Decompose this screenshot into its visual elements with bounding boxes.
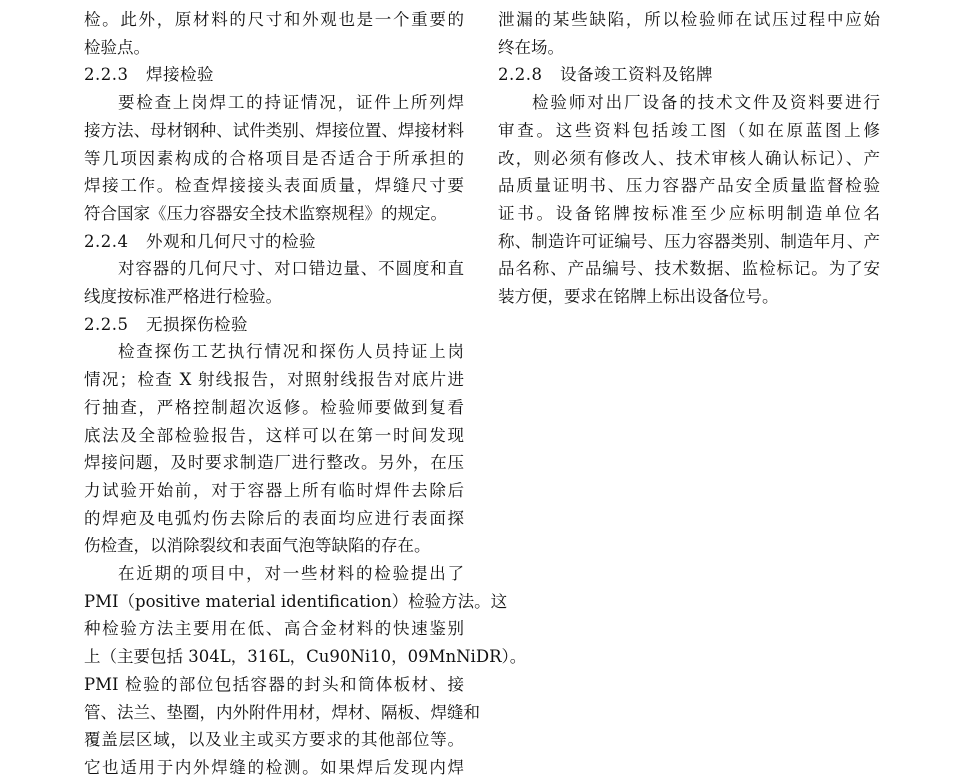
paragraph-nondestructive-testing	[84, 338, 464, 560]
text-line: 底法及全部检验报告，这样可以在第一时间发现	[84, 425, 464, 445]
paragraph-continued	[84, 6, 464, 61]
section-heading-2-2-5	[84, 311, 464, 339]
text-line: PMI 检验的部位包括容器的封头和筒体板材、接	[84, 674, 464, 694]
text-line: PMI（positive material identification）检验方法。这	[84, 591, 508, 611]
paragraph-completion-documents	[498, 89, 880, 311]
text-line: 覆盖层区域，以及业主或买方要求的其他部位等。	[84, 730, 464, 750]
section-title: 设备竣工资料及铭牌	[560, 65, 713, 85]
right-column	[498, 6, 880, 311]
paragraph-geometry-inspection	[84, 255, 464, 310]
text-line: 种检验方法主要用在低、高合金材料的快速鉴别	[84, 619, 464, 639]
paragraph-pmi	[84, 560, 527, 782]
text-line: 改，则必须有修改人、技术审核人确认标记）、产	[498, 148, 880, 168]
text-line: 等几项因素构成的合格项目是否适合于所承担的	[84, 148, 464, 168]
text-line: 要检查上岗焊工的持证情况，证件上所列焊	[118, 93, 464, 113]
text-line: 伤检查，以消除裂纹和表面气泡等缺陷的存在。	[84, 536, 431, 556]
text-line: 它也适用于内外焊缝的检测。如果焊后发现内焊	[84, 757, 464, 777]
text-line: 泄漏的某些缺陷，所以检验师在试压过程中应始	[498, 10, 880, 29]
text-line: 上（主要包括 304L，316L，Cu90Ni10，09MnNiDR）。	[84, 647, 527, 667]
text-line: 装方便，要求在铭牌上标出设备位号。	[498, 287, 779, 307]
text-line: 检查探伤工艺执行情况和探伤人员持证上岗	[118, 342, 464, 362]
section-title: 无损探伤检验	[146, 314, 248, 334]
text-line: 称、制造许可证编号、压力容器类别、制造年月、产	[498, 231, 880, 251]
section-number: 2.2.5	[84, 314, 129, 334]
text-line: 检。此外，原材料的尺寸和外观也是一个重要的	[84, 10, 464, 29]
text-line: 证书。设备铭牌按标准至少应标明制造单位名	[498, 203, 880, 223]
section-title: 外观和几何尺寸的检验	[146, 231, 316, 251]
section-heading-2-2-4	[84, 228, 464, 256]
text-line: 线度按标准严格进行检验。	[84, 287, 282, 307]
paragraph-continued	[498, 6, 880, 61]
text-line: 力试验开始前，对于容器上所有临时焊件去除后	[84, 480, 464, 500]
text-line: 行抽查，严格控制超次返修。检验师要做到复看	[84, 397, 464, 417]
paragraph-welding-inspection	[84, 89, 464, 228]
text-line: 检验点。	[84, 37, 150, 57]
text-line: 在近期的项目中，对一些材料的检验提出了	[118, 564, 464, 584]
text-line: 终在场。	[498, 37, 564, 57]
text-line: 接方法、母材钢种、试件类别、焊接位置、焊接材料	[84, 120, 464, 140]
text-line: 对容器的几何尺寸、对口错边量、不圆度和直	[118, 259, 464, 279]
text-line: 的焊疤及电弧灼伤去除后的表面均应进行表面探	[84, 508, 464, 528]
section-number: 2.2.3	[84, 65, 129, 85]
section-heading-2-2-3	[84, 61, 464, 89]
text-line: 符合国家《压力容器安全技术监察规程》的规定。	[84, 203, 447, 223]
text-line: 焊接问题，及时要求制造厂进行整改。另外，在压	[84, 453, 464, 473]
text-line: 品质量证明书、压力容器产品安全质量监督检验	[498, 176, 880, 196]
text-line: 审查。这些资料包括竣工图（如在原蓝图上修	[498, 120, 880, 140]
section-heading-2-2-8	[498, 61, 880, 89]
section-number: 2.2.8	[498, 65, 543, 85]
text-line: 管、法兰、垫圈，内外附件用材，焊材、隔板、焊缝和	[84, 702, 480, 722]
section-number: 2.2.4	[84, 231, 129, 251]
text-line: 焊接工作。检查焊接接头表面质量，焊缝尺寸要	[84, 176, 464, 196]
text-line: 品名称、产品编号、技术数据、监检标记。为了安	[498, 259, 880, 279]
text-line: 情况；检查 X 射线报告，对照射线报告对底片进	[84, 370, 464, 390]
section-title: 焊接检验	[146, 65, 214, 85]
text-line: 检验师对出厂设备的技术文件及资料要进行	[532, 93, 880, 113]
